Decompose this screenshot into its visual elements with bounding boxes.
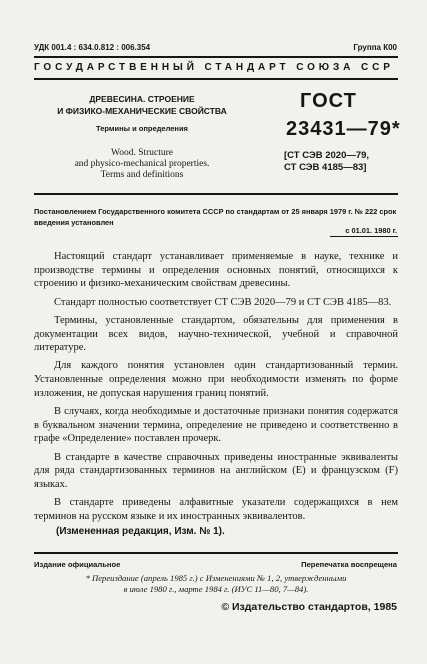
document-body (34, 250, 398, 528)
title-russian (42, 93, 242, 117)
paragraph: Стандарт полностью соответствует СТ СЭВ 2020—79 и СТ СЭВ 4185—83. (54, 296, 392, 308)
decree-date: с 01.01. 1980 г. (345, 226, 397, 235)
paragraph: В стандарте в качестве справочных приведены иностранные эквиваленты для ряда стандартизованных терминов на английском (Е) и французском (F) языках. (34, 451, 398, 491)
decree-date-underline (330, 236, 398, 237)
publisher-copyright: © Издательство стандартов, 1985 (221, 601, 397, 613)
gost-label: ГОСТ (300, 90, 357, 112)
paragraph: Для каждого понятия установлен один стандартизованный термин. Установленные определения можно при необходимости изменять по форме изложения, не допуская нарушения границ понятий. (34, 360, 398, 399)
title-en-line3: Terms and definitions (100, 170, 184, 180)
title-en-line2: and physico-mechanical properties. (74, 159, 210, 169)
paragraph: В стандарте приведены алфавитные указатели содержащихся в нем терминов на русском языке и их иностранных эквивалентов. (34, 497, 398, 522)
header-top-rule (34, 56, 398, 58)
official-edition-label: Издание официальное (34, 560, 121, 569)
group-code: Группа К00 (353, 43, 397, 52)
header-bottom-rule (34, 78, 398, 80)
reissue-line1: * Переиздание (апрель 1985 г.) с Изменениями № 1, 2, утвержденными (85, 573, 347, 583)
title-ru-line2: И ФИЗИКО-МЕХАНИЧЕСКИЕ СВОЙСТВА (57, 106, 227, 116)
paragraph: В случаях, когда необходимые и достаточные признаки понятия содержатся в буквальном значении термина, определение не приведено и соответственно в графе «Определение» поставлен прочерк. (34, 406, 398, 445)
paragraph: Термины, установленные стандартом, обязательны для применения в документации всех видов, научно-технической, учебной и справочной литературе. (34, 314, 398, 354)
st-sev-line2: СТ СЭВ 4185—83] (284, 162, 367, 173)
footer-rule (34, 552, 398, 554)
standard-banner: ГОСУДАРСТВЕННЫЙ СТАНДАРТ СОЮЗА ССР (34, 62, 394, 73)
decree-text: Постановлением Государственного комитета СССР по стандартам от 25 января 1979 г. № 222 срок введения установлен (34, 207, 397, 227)
reissue-line2: в июле 1980 г., марте 1984 г. (ИУС 11—80, 7—84). (123, 584, 309, 594)
st-sev-line1: [СТ СЭВ 2020—79, (284, 150, 370, 161)
amendment-note: (Измененная редакция, Изм. № 1). (56, 526, 225, 537)
title-en-line1: Wood. Structure (110, 148, 174, 158)
gost-number: 23431—79* (286, 118, 401, 140)
paragraph: Настоящий стандарт устанавливает применяемые в науке, технике и производстве термины и определения основных понятий, относящихся к строению и физико-механическим свойствам древесины. (34, 251, 398, 290)
reissue-note (34, 573, 398, 595)
reprint-prohibited-label: Перепечатка воспрещена (301, 560, 397, 569)
udk-code: УДК 001.4 : 634.0.812 : 006.354 (34, 43, 151, 52)
st-sev-reference (284, 150, 369, 174)
title-english (42, 148, 242, 181)
title-ru-line1: ДРЕВЕСИНА. СТРОЕНИЕ (89, 94, 195, 104)
title-rule (34, 193, 398, 195)
subtitle-russian: Термины и определения (96, 124, 188, 133)
